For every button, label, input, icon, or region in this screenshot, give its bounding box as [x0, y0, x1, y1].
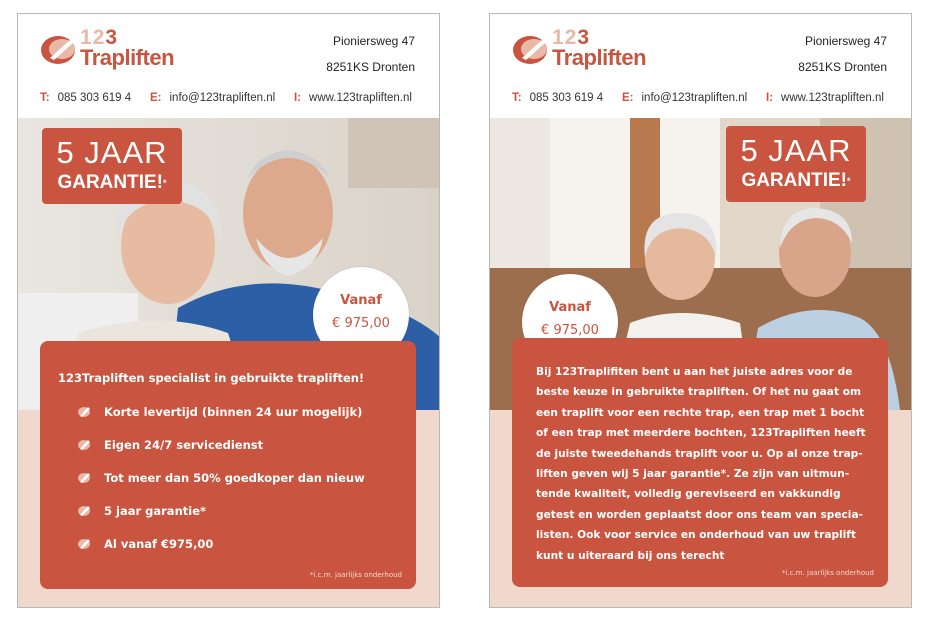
guarantee-badge — [42, 128, 182, 204]
description-line: of een trap met meerdere bochten, 123Trapliften heeft — [536, 427, 866, 440]
stairlift-bullet-icon — [78, 438, 93, 450]
contact-email[interactable]: E: info@123trapliften.nl — [622, 92, 748, 104]
price-label: Vanaf — [549, 300, 591, 315]
guarantee-years: 5 JAAR — [56, 135, 168, 170]
features-list — [78, 405, 365, 570]
list-item: Tot meer dan 50% goedkoper dan nieuw — [78, 471, 365, 504]
description-line: de juiste tweedehands traplift voor u. Op al onze trap- — [536, 447, 863, 460]
guarantee-years: 5 JAAR — [740, 133, 852, 168]
logo-name: Trapliften — [80, 45, 175, 70]
contact-email[interactable]: E: info@123trapliften.nl — [150, 92, 276, 104]
stairlift-bullet-icon — [78, 504, 93, 516]
description-line: een traplift voor een rechte trap, een trap met 1 bocht — [536, 406, 865, 419]
logo-digits: 123 — [80, 26, 119, 49]
logo-name: Trapliften — [552, 45, 647, 70]
address — [798, 28, 887, 80]
address — [326, 28, 415, 80]
flyer-left — [17, 13, 440, 608]
description-text — [536, 362, 876, 566]
description-line: kunt u uiteraard bij ons terecht — [536, 549, 725, 562]
logo — [40, 26, 190, 74]
contact-bar — [40, 92, 430, 108]
description-line: getest en worden geplaatst door ons team van specia- — [536, 508, 863, 521]
description-line: beste keuze in gebruikte trapliften. Of het nu gaat om — [536, 386, 862, 399]
contact-phone: T: 085 303 619 4 — [512, 92, 604, 104]
description-line: liften geven wij 5 jaar garantie*. Ze zijn van uitmun- — [536, 468, 850, 481]
contact-website[interactable]: I: www.123trapliften.nl — [766, 92, 884, 104]
contact-phone: T: 085 303 619 4 — [40, 92, 132, 104]
logo-digits: 123 — [552, 26, 591, 49]
features-box — [40, 341, 416, 589]
list-item: Korte levertijd (binnen 24 uur mogelijk) — [78, 405, 365, 438]
contact-website[interactable]: I: www.123trapliften.nl — [294, 92, 412, 104]
features-title: 123Trapliften specialist in gebruikte trapliften! — [58, 371, 365, 385]
price-value: € 975,00 — [332, 316, 390, 331]
stairlift-bullet-icon — [78, 471, 93, 483]
address-street: Pioniersweg 47 — [804, 34, 887, 48]
footnote: *i.c.m. jaarlijks onderhoud — [310, 571, 402, 579]
guarantee-label: GARANTIE!* — [741, 170, 851, 191]
address-street: Pioniersweg 47 — [332, 34, 415, 48]
stairlift-bullet-icon — [78, 405, 93, 417]
description-line: listen. Ook voor service en onderhoud van uw traplift — [536, 529, 856, 542]
footnote: *i.c.m. jaarlijks onderhoud — [782, 569, 874, 577]
price-label: Vanaf — [340, 293, 382, 308]
description-box — [512, 338, 888, 587]
description-line: tende kwaliteit, volledig gereviseerd en vakkundig — [536, 488, 841, 501]
list-item: Eigen 24/7 servicedienst — [78, 438, 365, 471]
guarantee-label: GARANTIE!* — [57, 172, 167, 193]
list-item: 5 jaar garantie* — [78, 504, 365, 537]
flyer-right — [489, 13, 912, 608]
address-city: 8251KS Dronten — [798, 60, 887, 74]
contact-bar — [512, 92, 902, 108]
stairlift-bullet-icon — [78, 537, 93, 549]
list-item: Al vanaf €975,00 — [78, 537, 365, 570]
price-value: € 975,00 — [541, 323, 599, 338]
description-line: Bij 123Traplifiten bent u aan het juiste adres voor de — [536, 366, 853, 378]
guarantee-badge — [726, 126, 866, 202]
logo — [512, 26, 662, 74]
address-city: 8251KS Dronten — [326, 60, 415, 74]
